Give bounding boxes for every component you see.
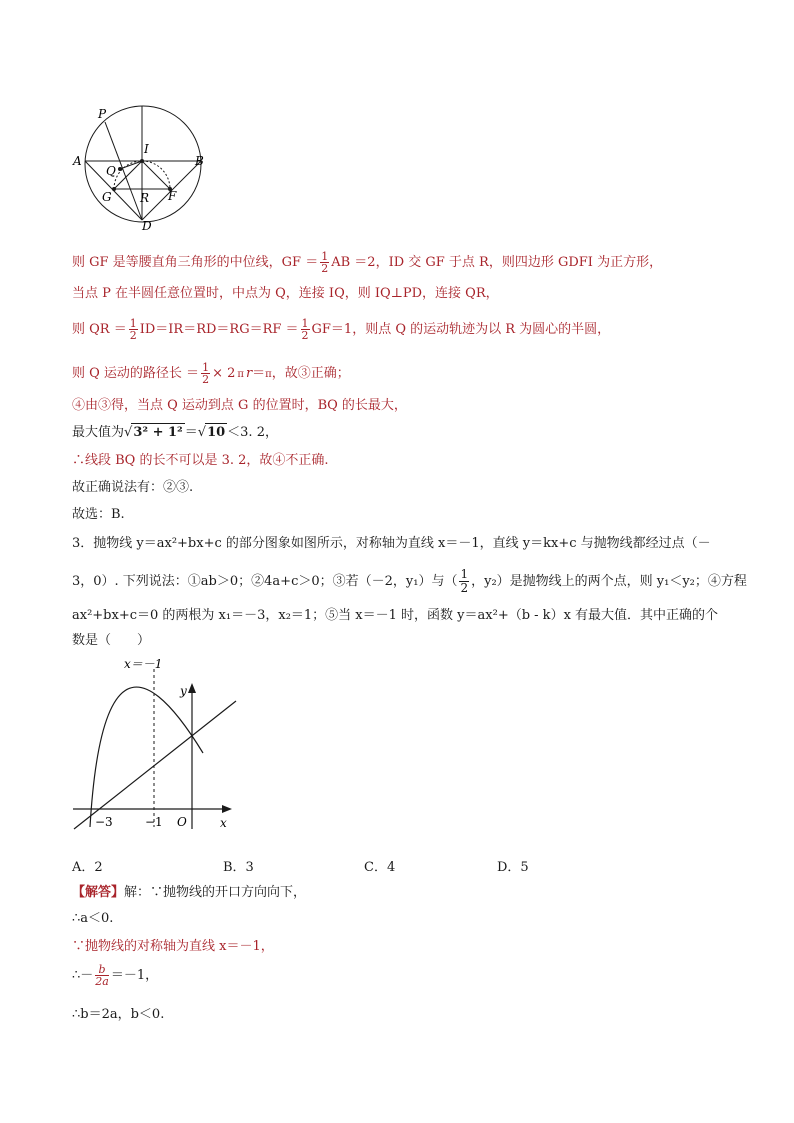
l4-b: × 2 (212, 366, 236, 381)
x-axis-arrow (222, 805, 232, 813)
l4-eq: ＝ (252, 366, 266, 381)
option-b[interactable]: B．3 (223, 860, 254, 875)
x-label: x (220, 816, 227, 830)
label-f: F (168, 189, 177, 203)
text-line-1 (72, 251, 662, 274)
label-i: I (144, 142, 149, 156)
text-line-6: 最大值为√3² + 1² ＝√10 ＜3. 2， (72, 425, 278, 440)
y-label: y (180, 684, 187, 698)
var-r: r (245, 366, 253, 381)
label-g: G (102, 190, 112, 204)
q3-line-2 (72, 568, 747, 595)
y-axis-arrow (188, 683, 196, 693)
answer-tag: 【解答】 (72, 885, 125, 900)
pi-1: π (237, 369, 244, 380)
answer-l4-a: ∴－ (72, 968, 94, 983)
text-line-9: 故选：B. (72, 507, 125, 522)
l3-a: 则 QR ＝ (72, 322, 127, 337)
answer-line-5: ∴b＝2a，b＜0. (72, 1007, 165, 1022)
q3-l2-a: 3，0）. 下列说法：①ab＞0；②4a+c＞0；③若（－2，y₁）与（ (72, 574, 458, 589)
l6-eq: ＝ (184, 425, 198, 440)
l6-b: ＜3. 2， (227, 425, 278, 440)
frac-b-2a: $\frac{b}{2a}$ (95, 963, 109, 988)
answer-line-4 (72, 964, 158, 987)
tick-minus-3: −3 (95, 815, 113, 829)
text-line-2: 当点 P 在半圆任意位置时，中点为 Q，连接 IQ，则 IQ⊥PD，连接 QR， (72, 286, 499, 301)
text-line-4 (72, 362, 350, 385)
q3-line-1: 3．抛物线 y＝ax²+bx+c 的部分图象如图所示，对称轴为直线 x＝－1，直线 y＝kx+c 与抛物线都经过点（－ (72, 536, 711, 551)
l6-a: 最大值为 (72, 425, 125, 440)
answer-l4-b: ＝－1， (110, 968, 159, 983)
answer-line-3: ∵抛物线的对称轴为直线 x＝－1， (72, 939, 274, 954)
option-c[interactable]: C．4 (364, 860, 396, 875)
frac-half: $\frac{1}{2}$ (321, 250, 329, 275)
line-ykxc (74, 701, 236, 829)
label-q: Q (106, 164, 116, 178)
l1-b: AB ＝2，ID 交 GF 于点 R，则四边形 GDFI 为正方形， (331, 255, 663, 270)
sym-label: x＝－1 (124, 657, 163, 671)
parabola-graph (70, 655, 245, 835)
label-d: D (142, 219, 152, 233)
sqrt-2: 10 (207, 425, 226, 440)
label-p: P (98, 107, 107, 121)
l3-c: GF＝1，则点 Q 的运动轨迹为以 R 为圆心的半圆， (311, 322, 611, 337)
text-line-5: ④由③得，当点 Q 运动到点 G 的位置时，BQ 的长最大， (72, 398, 407, 413)
option-d[interactable]: D．5 (497, 860, 529, 875)
point-i (140, 159, 144, 163)
l4-c: ，故③正确； (271, 366, 350, 381)
frac-half: $\frac{1}{2}$ (129, 317, 137, 342)
label-b: B (195, 154, 204, 168)
pi-2: π (265, 369, 272, 380)
label-a: A (73, 154, 82, 168)
text-line-7: ∴线段 BQ 的长不可以是 3. 2，故④不正确. (72, 453, 329, 468)
frac-half: $\frac{1}{2}$ (460, 567, 469, 595)
tick-minus-1: −1 (145, 815, 163, 829)
l1-a: 则 GF 是等腰直角三角形的中位线，GF ＝ (72, 255, 319, 270)
circle-figure (72, 102, 212, 232)
point-g (112, 187, 116, 191)
answer-l1: 解：∵抛物线的开口方向向下， (124, 885, 307, 900)
q3-l2-b: ，y₂）是抛物线上的两个点，则 y₁＜y₂；④方程 (471, 574, 747, 589)
option-a[interactable]: A．2 (72, 860, 103, 875)
l4-a: 则 Q 运动的路径长 ＝ (72, 366, 200, 381)
q3-line-3: ax²+bx+c＝0 的两根为 x₁＝－3，x₂＝1；⑤当 x＝－1 时，函数 y＝ax²+（b - k）x 有最大值．其中正确的个 (72, 608, 719, 623)
l3-b: ID＝IR＝RD＝RG＝RF ＝ (139, 322, 299, 337)
sqrt-1: 3² + 1² (133, 425, 183, 440)
text-line-8: 故正确说法有：②③. (72, 480, 194, 495)
tick-origin: O (177, 815, 187, 829)
frac-half: $\frac{1}{2}$ (202, 361, 210, 386)
answer-line-1 (72, 884, 306, 902)
frac-half: $\frac{1}{2}$ (301, 317, 309, 342)
parabola-curve (90, 687, 203, 827)
point-q (118, 167, 122, 171)
q3-line-4: 数是（ ） (72, 633, 151, 648)
answer-line-2: ∴a＜0. (72, 911, 114, 926)
text-line-3 (72, 318, 610, 341)
label-r: R (140, 191, 150, 205)
